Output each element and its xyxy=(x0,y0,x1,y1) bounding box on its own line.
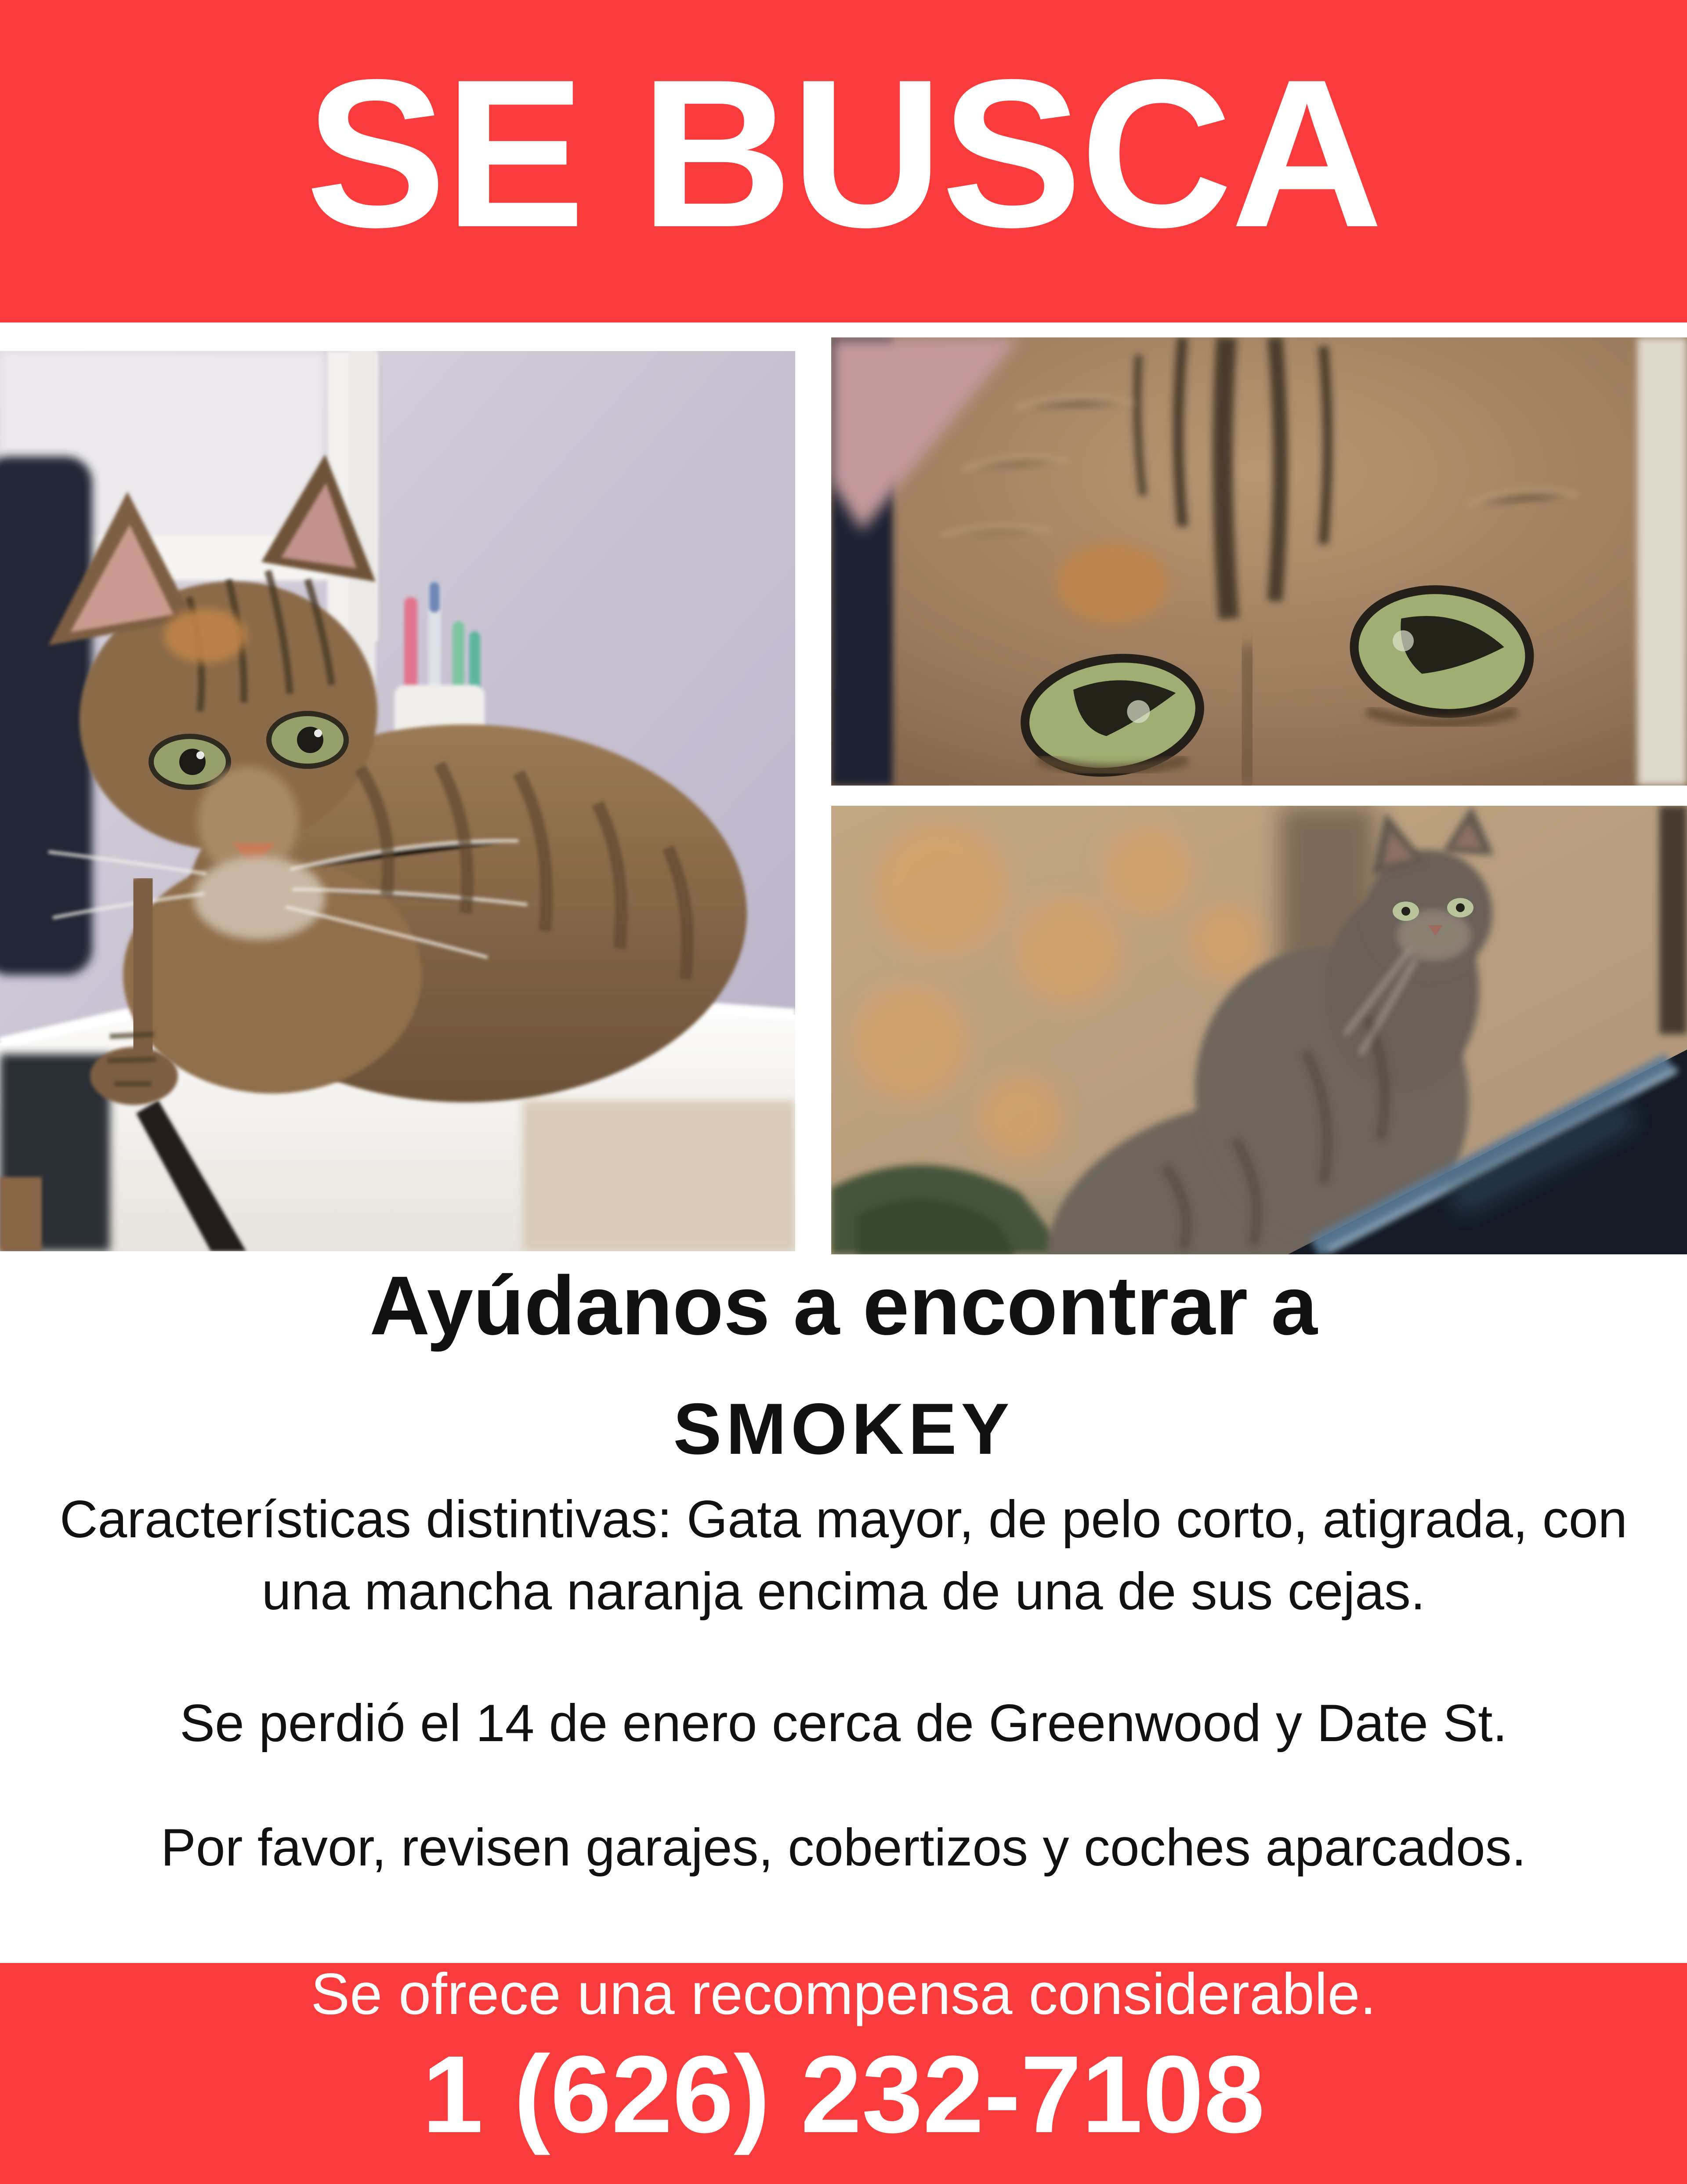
header-banner xyxy=(0,0,1687,322)
phone-number: 1 (626) 232-7108 xyxy=(422,2033,1265,2155)
cat-on-car-illustration xyxy=(831,806,1687,1254)
reward-line: Se ofrece una recompensa considerable. xyxy=(311,1962,1376,2027)
photo-eyes-closeup xyxy=(831,337,1687,786)
poster-title: SE BUSCA xyxy=(305,35,1382,271)
photo-cat-on-sink xyxy=(0,351,795,1251)
request-line: Por favor, revisen garajes, cobertizos y coches aparcados. xyxy=(160,1818,1527,1877)
photo-cat-on-car xyxy=(831,806,1687,1254)
description-text: Características distintivas: Gata mayor, de pelo corto, atigrada, con una mancha naranja encima de una de sus cejas. xyxy=(59,1490,1628,1621)
eyes-closeup-illustration xyxy=(831,337,1687,786)
help-heading: Ayúdanos a encontrar a xyxy=(369,1259,1318,1352)
cat-on-sink-illustration xyxy=(0,351,795,1251)
pet-name: SMOKEY xyxy=(673,1388,1014,1469)
lost-date-line: Se perdió el 14 de enero cerca de Greenwood y Date St. xyxy=(180,1694,1507,1753)
